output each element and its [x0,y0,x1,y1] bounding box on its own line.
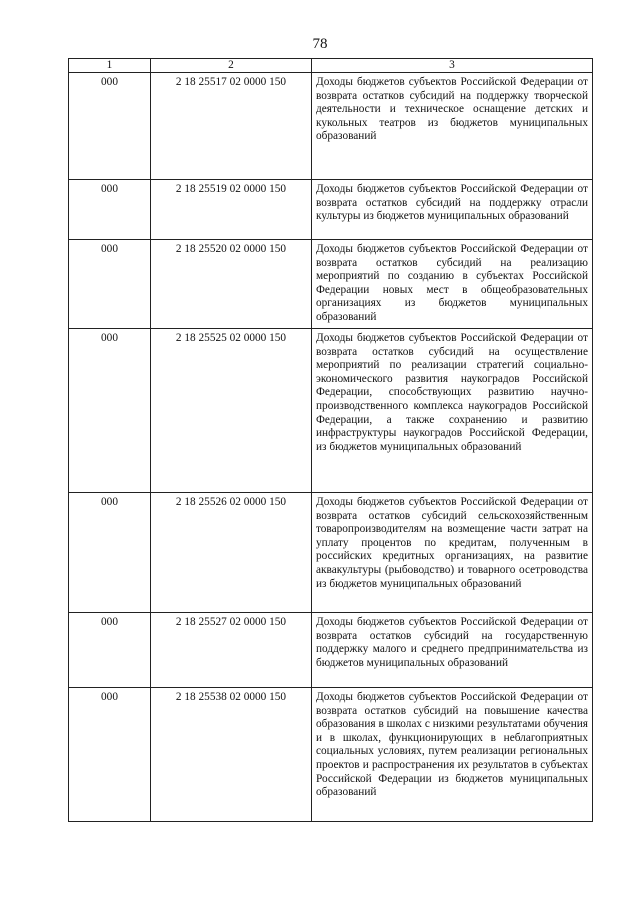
admin-code-cell: 000 [69,493,151,613]
revenue-description-cell: Доходы бюджетов субъектов Российской Федерации от возврата остатков субсидий сельскохозяйственным товаропроизводителям на возмещение части затрат на уплату процентов по кредитам, полученным в российских кредитных организациях, на развитие аквакультуры (рыбоводство) и товарного осетроводства из бюджетов муниципальных образований [312,493,593,613]
revenue-description-cell: Доходы бюджетов субъектов Российской Федерации от возврата остатков субсидий на повышение качества образования в школах с низкими результатами обучения и в школах, функционирующих в неблагоприятных социальных условиях, путем реализации региональных проектов и распространения их результатов в субъектах Российской Федерации из бюджетов муниципальных образований [312,688,593,822]
budget-classification-code-cell: 2 18 25525 02 0000 150 [151,329,312,493]
column-header-1: 1 [69,59,151,73]
revenue-description-cell: Доходы бюджетов субъектов Российской Федерации от возврата остатков субсидий на осуществление мероприятий по реализации стратегий социально-экономического развития наукоградов Российской Федерации, способствующих развитию научно-производственного комплекса наукоградов Российской Федерации, а также сохранению и развитию инфраструктуры наукоградов Российской Федерации, из бюджетов муниципальных образований [312,329,593,493]
budget-classification-code-cell: 2 18 25527 02 0000 150 [151,613,312,688]
budget-classification-code-cell: 2 18 25538 02 0000 150 [151,688,312,822]
table-row [69,688,593,822]
table-row [69,493,593,613]
admin-code-cell: 000 [69,613,151,688]
budget-revenue-table [68,58,593,822]
table-row [69,613,593,688]
admin-code-cell: 000 [69,240,151,329]
revenue-description-cell: Доходы бюджетов субъектов Российской Федерации от возврата остатков субсидий на реализацию мероприятий по созданию в субъектах Российской Федерации новых мест в общеобразовательных организациях из бюджетов муниципальных образований [312,240,593,329]
admin-code-cell: 000 [69,688,151,822]
budget-classification-code-cell: 2 18 25526 02 0000 150 [151,493,312,613]
revenue-description-cell: Доходы бюджетов субъектов Российской Федерации от возврата остатков субсидий на поддержку творческой деятельности и техническое оснащение детских и кукольных театров из бюджетов муниципальных образований [312,73,593,180]
table-header-row [69,59,593,73]
budget-classification-code-cell: 2 18 25520 02 0000 150 [151,240,312,329]
budget-classification-code-cell: 2 18 25517 02 0000 150 [151,73,312,180]
budget-classification-code-cell: 2 18 25519 02 0000 150 [151,180,312,240]
admin-code-cell: 000 [69,180,151,240]
page-number: 78 [312,36,328,52]
revenue-description-cell: Доходы бюджетов субъектов Российской Федерации от возврата остатков субсидий на поддержку отрасли культуры из бюджетов муниципальных образований [312,180,593,240]
table-row [69,329,593,493]
table-row [69,180,593,240]
table-row [69,240,593,329]
admin-code-cell: 000 [69,329,151,493]
admin-code-cell: 000 [69,73,151,180]
column-header-3: 3 [312,59,593,73]
revenue-description-cell: Доходы бюджетов субъектов Российской Федерации от возврата остатков субсидий на государственную поддержку малого и среднего предпринимательства из бюджетов муниципальных образований [312,613,593,688]
column-header-2: 2 [151,59,312,73]
table-row [69,73,593,180]
